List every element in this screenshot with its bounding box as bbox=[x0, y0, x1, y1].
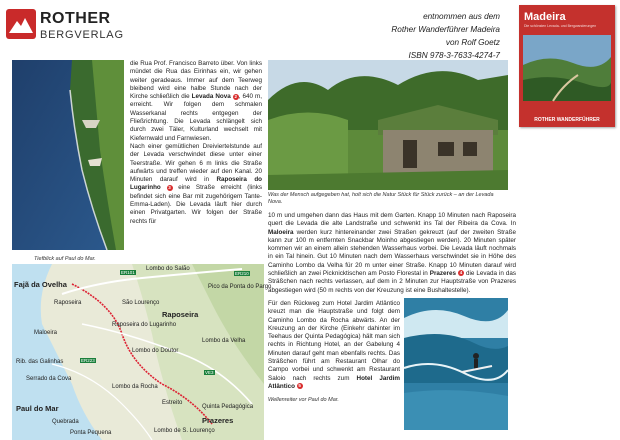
map-label-sao-lourenco: São Lourenço bbox=[122, 300, 160, 306]
raposeira-ref: Raposeira do Lugarinho bbox=[130, 176, 263, 192]
prazeres-ref: Prazeres bbox=[429, 270, 457, 278]
col2-para1c: die Levada in das Sträßchen nach rechts verlassen, auf dem in 2 Minuten zur Hauptstraße von Prazeres abgestiegen wird (50 m rechts von der Kreuzung ist eine Bushaltestelle). bbox=[268, 270, 517, 294]
coast-photo bbox=[12, 60, 124, 250]
col2-para1b: werden kurz hintereinander zwei Straßen gekreuzt (auf der zweiten Straße kann zur 100 m entfernten Snackbar Moinho abgestiegen werden). 20 Minuten später kommen wir an einem allein stehenden Wasserhaus vorbei. Die Levada läuft nochmals in ein Tal hinein. Gut 10 Minuten nach dem Wasserhaus verschwindet sie in Höhe des Caminho Lombo da Velha für 20 m unter einer Straße. Knapp 10 Minuten darauf wird schließlich an zwei Picknicktischen am Posto Florestal in bbox=[268, 228, 516, 278]
col1-para1b: , 640 m, erreicht. Wir folgen dem schmalen Wasserkanal rechts entgegen der Fließrichtung. Die Levada schlängelt sich durch zwei Täler, Kulturland wechselt mit Kiefernwald und Farnwiesen. bbox=[130, 93, 262, 142]
source-credit bbox=[290, 10, 500, 62]
map-label-lombo-s-lourenco: Lombo de S. Lourenço bbox=[154, 428, 215, 434]
map-label-raposeira-1: Raposeira bbox=[54, 300, 82, 306]
map-label-lombo-rocha: Lombo da Rocha bbox=[112, 384, 158, 390]
map-label-ponta-pequena: Ponta Pequena bbox=[70, 430, 112, 436]
text-column-1 bbox=[130, 60, 262, 260]
map-label-paul-do-mar: Paul do Mar bbox=[16, 404, 59, 413]
caption-coast: Tiefblick auf Paul do Mar. bbox=[34, 256, 96, 262]
route-map bbox=[12, 264, 272, 440]
col1-para1: die Rua Prof. Francisco Barreto über. Von links mündet die Rua das Eirinhas ein, wir gehen weiter geradeaus. Immer auf dem Teerweg bleibend wird eine halbe Stunde nach der Kirche schließlich die bbox=[130, 60, 262, 101]
road-er101: ER101 bbox=[121, 270, 135, 275]
caption-ruin: Was der Mensch aufgegeben hat, holt sich die Natur Stück für Stück zurück – an der Levada Nova. bbox=[268, 192, 494, 205]
map-label-rib-galinhas: Rib. das Galinhas bbox=[16, 359, 64, 365]
map-label-pico-ponta-pargo: Pico da Ponta do Pargo bbox=[208, 284, 272, 290]
map-label-serrado-cova: Serrado da Cova bbox=[26, 376, 72, 382]
surf-photo bbox=[404, 298, 508, 430]
book-cover bbox=[519, 5, 615, 127]
road-er223: ER223 bbox=[81, 358, 95, 363]
col1-para2: Nach einer gemütlichen Dreiviertelstunde auf der Levada verschwindet diese unter einer Teerstraße. Wir gehen 6 m links die Straße aufwärts und treffen wieder auf den Kanal. 20 Minuten darauf wird in bbox=[130, 142, 262, 184]
source-isbn: ISBN 978-3-7633-4274-7 bbox=[408, 51, 500, 60]
map-label-lombo-doutor: Lombo do Doutor bbox=[132, 348, 179, 354]
ruin-photo bbox=[268, 60, 508, 190]
publisher-sub: BERGVERLAG bbox=[40, 29, 124, 41]
col2-para1: 10 m und umgehen dann das Haus mit dem Garten. Knapp 10 Minuten nach Raposeira quert die Levada die alte Landstraße und schwenkt ins Tal der Ribeira da Cova. In bbox=[268, 212, 516, 228]
map-label-raposeira-lugarinho: Raposeira do Lugarinho bbox=[112, 322, 177, 328]
book-cover-photo bbox=[523, 35, 611, 101]
levada-nova-ref: Levada Nova bbox=[191, 93, 231, 101]
col2-para2: Für den Rückweg zum Hotel Jardim Atlântico kreuzt man die Hauptstraße und folgt dem Caminho Lombo da Rocha abwärts. An der Kreuzung an der Kirche (Einkehr dahinter im Teehaus der Quinta Pedagógica) hält man sich rechts in Richtung Hotel, an der Gabelung 4 Minuten darauf geht man ebenfalls rechts. Das Sträßchen führt am Restaurant Olhar do Campo vorbei und schwenkt am Restaurant Saloio nach rechts zum bbox=[268, 300, 400, 382]
road-ve3: VE3 bbox=[205, 370, 214, 375]
waypoint-2-badge: 2 bbox=[234, 93, 237, 99]
road-er210: ER210 bbox=[235, 271, 249, 276]
rother-logo-icon bbox=[6, 9, 36, 39]
source-line-1: entnommen aus dem bbox=[423, 12, 500, 21]
caption-surf: Wellenreiter vor Paul do Mar. bbox=[268, 397, 339, 404]
book-subtitle: Die schönsten Levada- und Bergwanderungen bbox=[524, 24, 597, 28]
maloeira-ref: Maloeira bbox=[268, 228, 294, 236]
hotel-ref: Hotel Jardim Atlântico bbox=[268, 374, 400, 390]
publisher-name: ROTHER bbox=[40, 10, 111, 27]
col1-para2b: eine Straße erreicht (links befindet sich eine Bar mit zugehörigem Tante-Emma-Laden). Die Levada läuft hier durch einen Privatgarten. Wir folgen der Straße rechts für bbox=[130, 184, 262, 225]
waypoint-3-badge: 3 bbox=[168, 184, 171, 190]
map-label-prazeres: Prazeres bbox=[202, 416, 234, 425]
map-label-maloeira: Maloeira bbox=[34, 330, 58, 336]
map-label-lombo-velha: Lombo da Velha bbox=[202, 338, 246, 344]
map-label-quinta-pedagogica: Quinta Pedagógica bbox=[202, 404, 254, 410]
book-title: Madeira bbox=[524, 11, 566, 23]
map-label-quebrada: Quebrada bbox=[52, 419, 79, 425]
map-label-faja-ovelha: Fajã da Ovelha bbox=[14, 280, 67, 289]
map-label-lombo-salao: Lombo do Salão bbox=[146, 266, 190, 272]
map-label-raposeira-2: Raposeira bbox=[162, 310, 199, 319]
source-line-2: Rother Wanderführer Madeira bbox=[391, 25, 500, 34]
source-line-3: von Rolf Goetz bbox=[445, 38, 500, 47]
book-brand: ROTHER WANDERFÜHRER bbox=[534, 117, 600, 123]
text-column-2 bbox=[268, 212, 516, 295]
text-column-3 bbox=[268, 300, 400, 404]
waypoint-4-badge: 4 bbox=[459, 270, 463, 276]
waypoint-5-badge: 5 bbox=[298, 383, 301, 389]
map-label-estreito: Estreito bbox=[162, 400, 183, 406]
